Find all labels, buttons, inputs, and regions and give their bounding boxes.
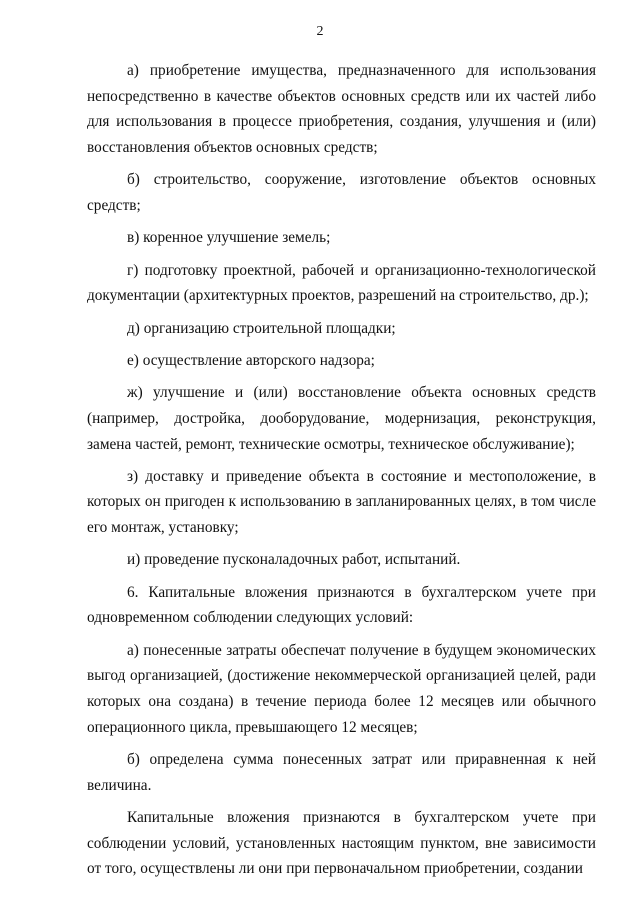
paragraph-condition-b: б) определена сумма понесенных затрат или приравненная к ней величина. [87, 751, 596, 794]
paragraph-capital-investments: Капитальные вложения признаются в бухгалтерском учете при соблюдении условий, установленных настоящим пунктом, вне зависимости от того, осуществлены ли они при первоначальном приобретении, создании [87, 809, 596, 878]
paragraph-item-e: е) осуществление авторского надзора; [127, 351, 375, 369]
document-body [87, 58, 596, 882]
paragraph-item-g: г) подготовку проектной, рабочей и организационно-технологической документации (архитектурных проектов, разрешений на строительство, др.); [87, 261, 596, 305]
paragraph-item-a: а) приобретение имущества, предназначенного для использования непосредственно в качестве объектов основных средств или их частей либо для использования в процессе приобретения, создания, улучшения и (или) восстановления объектов основных средств; [87, 62, 596, 156]
paragraph-item-b: б) строительство, сооружение, изготовление объектов основных средств; [87, 171, 596, 214]
paragraph-item-z: з) доставку и приведение объекта в состояние и местоположение, в которых он пригоден к использованию в запланированных целях, в том числе его монтаж, установку; [87, 467, 596, 537]
paragraph-item-zh: ж) улучшение и (или) восстановление объекта основных средств (например, достройка, дооборудование, модернизация, реконструкция, замена частей, ремонт, технические осмотры, техническое обслуживание); [87, 384, 596, 453]
paragraph-section-6: 6. Капитальные вложения признаются в бухгалтерском учете при одновременном соблюдении следующих условий: [87, 583, 596, 627]
page-number: 2 [316, 24, 324, 39]
paragraph-item-i: и) проведение пусконаладочных работ, испытаний. [127, 551, 461, 569]
paragraph-condition-a: а) понесенные затраты обеспечат получение в будущем экономических выгод организацией, (достижение некоммерческой организацией целей, ради которых она создана) в течение периода более 12 месяцев или обычного операционного цикла, превышающего 12 месяцев; [87, 641, 596, 736]
paragraph-item-d: д) организацию строительной площадки; [127, 319, 396, 337]
paragraph-item-v: в) коренное улучшение земель; [127, 229, 331, 247]
